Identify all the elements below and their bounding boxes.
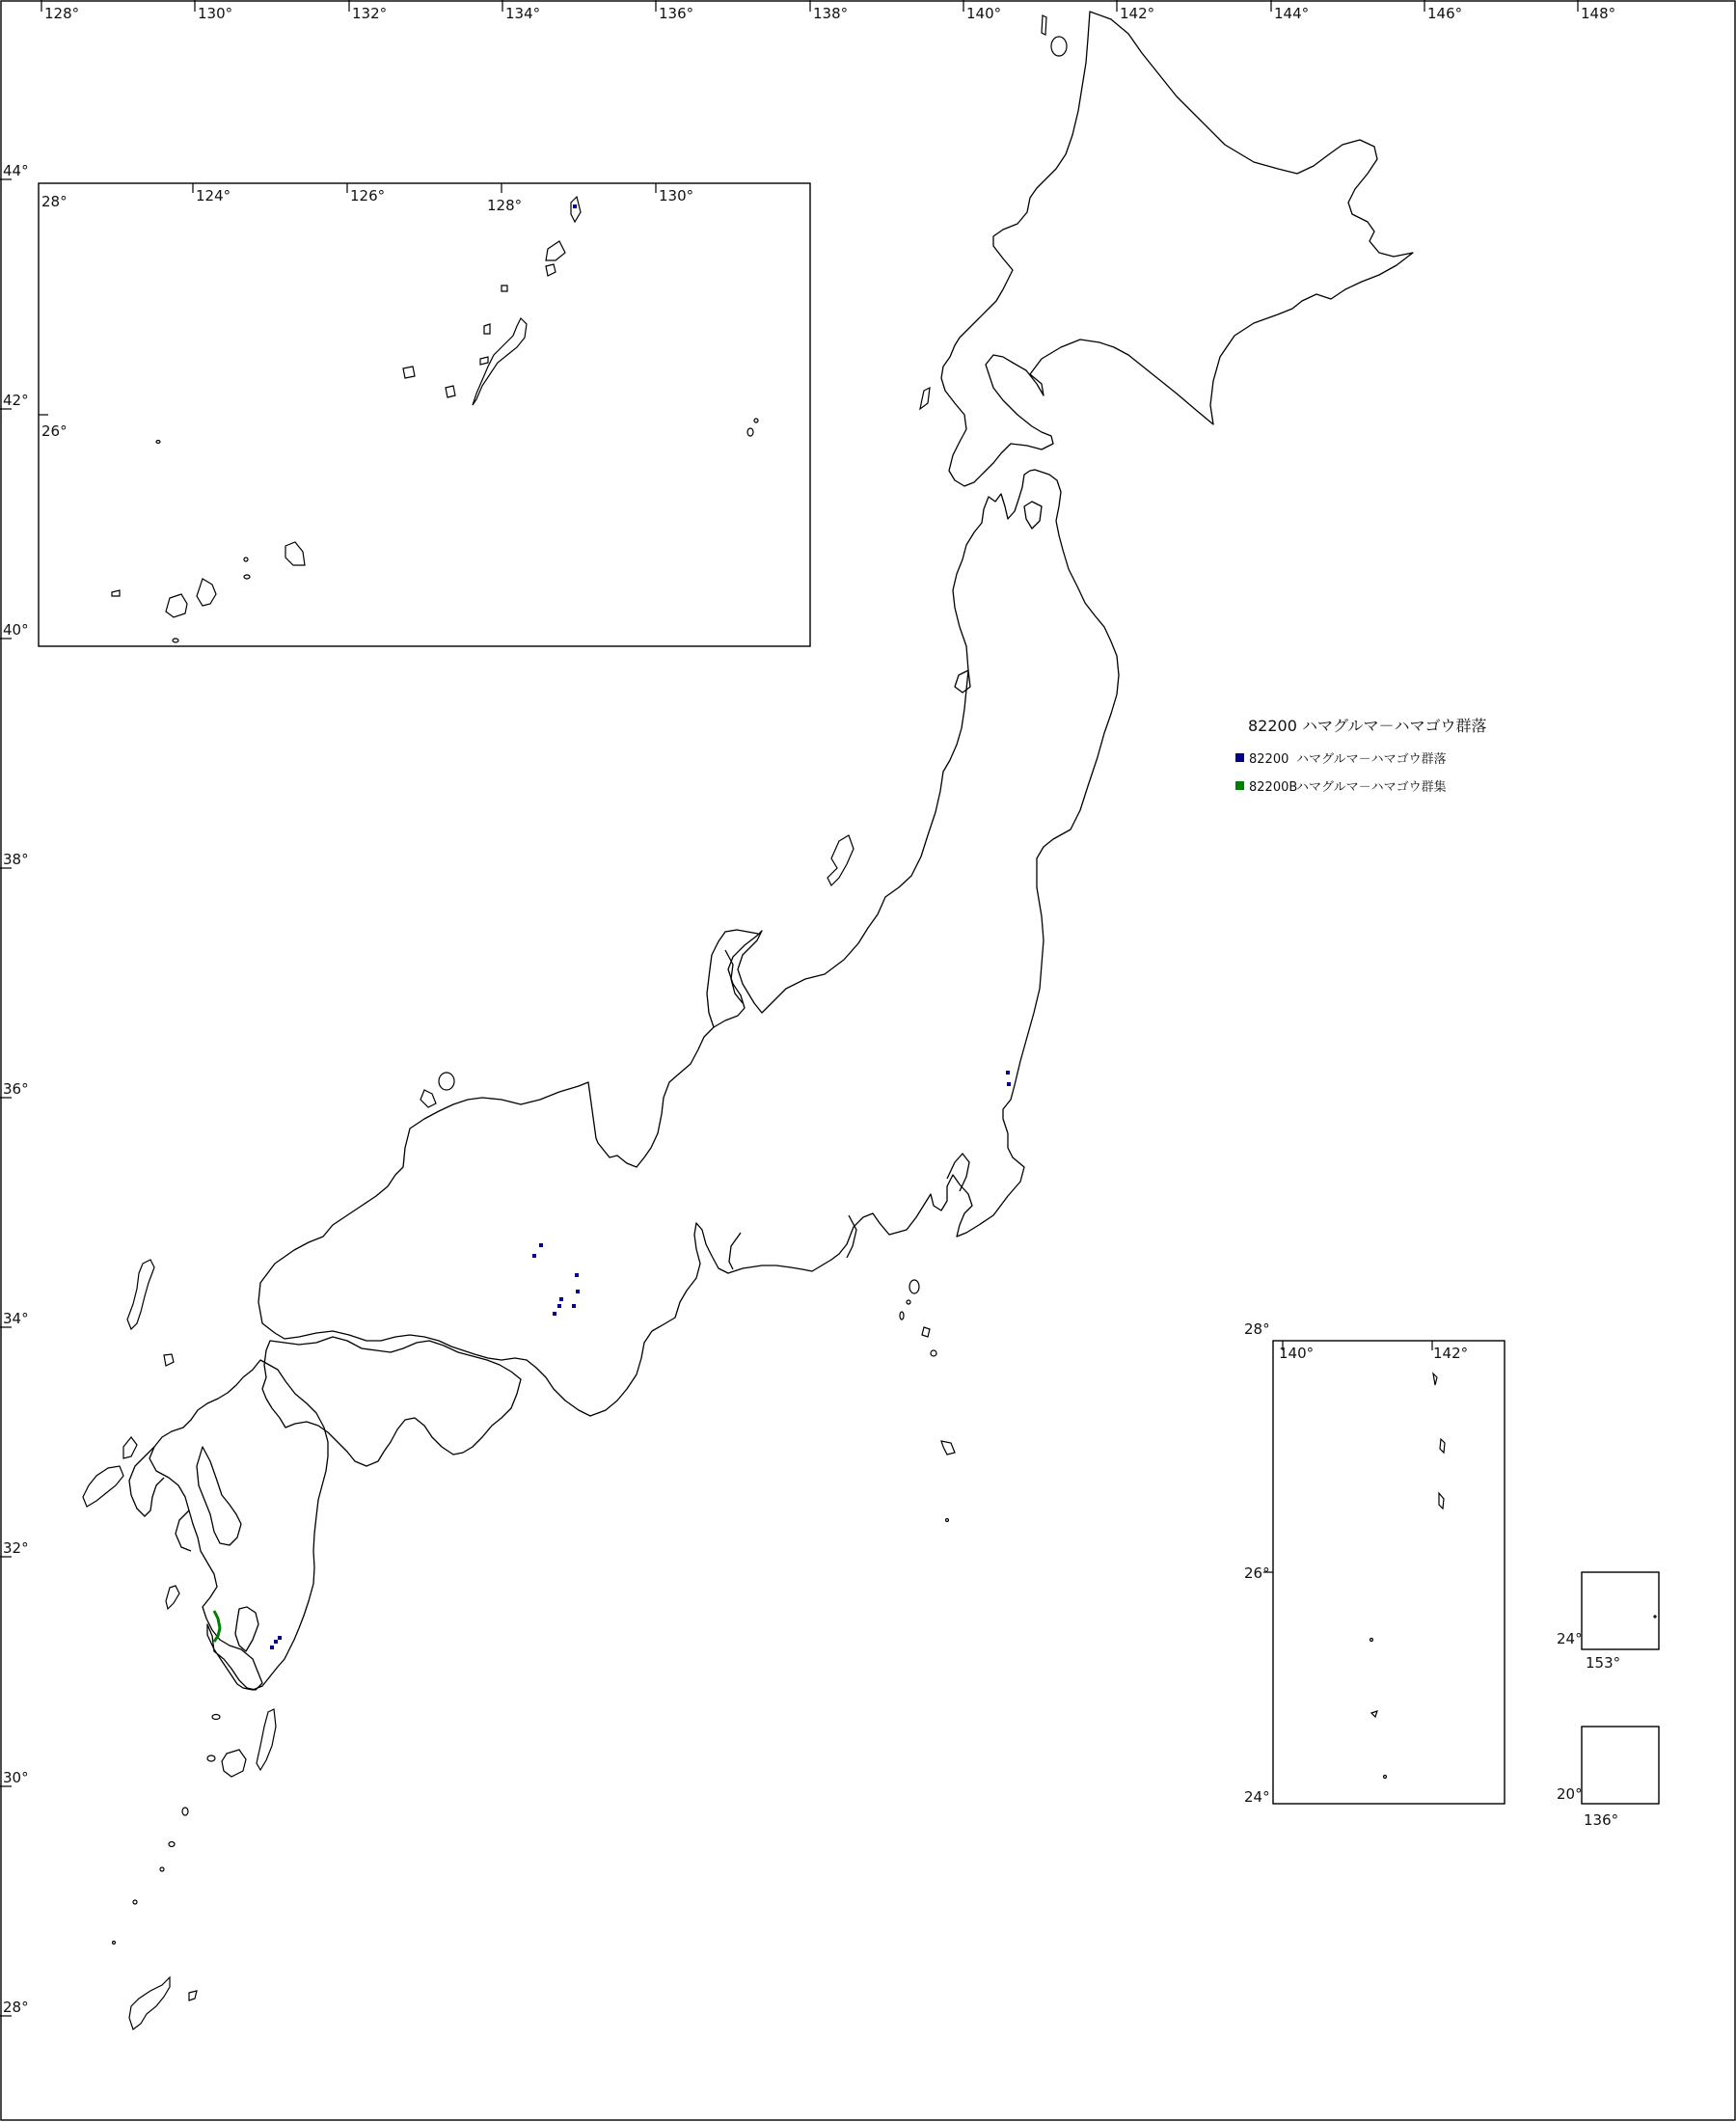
legend-label-82200: ハマグルマ－ハマゴウ群落 [1296,752,1447,767]
minna [244,558,248,561]
main-lat-labels [3,162,29,2016]
shimabara [176,1510,191,1551]
occurrence-point-82200 [575,1273,579,1277]
oki-dozen [420,1090,436,1107]
inset-lat-label: 28° [41,193,68,210]
inset-lon-label: 126° [350,187,386,204]
occurrence-point-82200 [274,1640,278,1644]
chichijima [1440,1439,1445,1453]
lon-label: 136° [659,5,694,22]
occurrence-point-82200 [557,1304,561,1308]
izu-oshima [909,1280,919,1293]
goto-islands [83,1466,123,1507]
tanegashima [257,1709,276,1770]
legend-code-82200: 82200 [1249,752,1289,767]
toshima [907,1300,910,1304]
kumejima [403,367,415,378]
lat-label: 28° [3,1999,29,2016]
lat-label: 30° [3,1769,29,1786]
main-lon-ticks [41,0,1578,12]
inset-lat-label: 26° [1244,1564,1270,1582]
amami-oshima [129,1977,170,2029]
rishiri-island [1051,37,1067,56]
inset-ryukyu-frame [39,183,810,646]
tokara-1 [182,1808,188,1815]
occurrence-line-82200B [214,1611,220,1642]
legend-label-82200B: ハマグルマ－ハマゴウ群集 [1296,780,1447,795]
map-frame [1,1,1735,2120]
amami-inset [546,241,565,260]
minamitorishima-island [1654,1616,1656,1618]
kagoshima-bay [235,1607,258,1651]
legend-swatch-82200 [1235,753,1244,762]
nagasaki-peninsula [129,1447,164,1516]
iwo-jima [1371,1711,1377,1717]
mukojima [1433,1374,1437,1385]
kikaijima [189,1991,197,2000]
yakushima [222,1750,246,1777]
inset-lat-label: 28° [1244,1320,1270,1338]
inset-okinotorishima-frame [1582,1727,1659,1804]
boso-peninsula [947,1154,969,1191]
tokara-2 [169,1842,175,1847]
hateruma [173,639,178,642]
tarama [244,575,250,579]
honshu-coast [258,470,1119,1416]
inset-ogasawara-frame [1273,1341,1505,1804]
lon-label: 144° [1274,5,1310,22]
hokkaido-coast [941,12,1413,486]
inset-lon-label: 136° [1584,1811,1619,1829]
oki-dogo [439,1073,454,1090]
nishinoshima [1370,1639,1373,1642]
tsushima-island [127,1260,154,1329]
izu-peninsula [847,1215,856,1258]
daito-1 [747,428,753,436]
occurrence-point-82200 [1006,1071,1010,1075]
aogashima [946,1519,949,1522]
lon-label: 132° [352,5,388,22]
occurrence-point-82200 [572,1304,576,1308]
inset-lon-label: 124° [196,187,231,204]
inset-minamitorishima [1557,1572,1659,1672]
iki-island [164,1354,174,1366]
takeshima [212,1715,220,1720]
rebun-island [1042,15,1046,35]
occurrence-point-82200 [576,1290,580,1293]
inset-lat-label: 26° [41,422,68,440]
kyushu-coast [149,1360,328,1690]
tokara-5 [113,1942,116,1945]
inset-minamitorishima-frame [1582,1572,1659,1649]
iriomotejima [166,594,187,617]
tokara-4 [133,1900,137,1904]
minami-iwo-jima [1384,1776,1387,1779]
hahajima [1439,1493,1444,1509]
lon-label: 148° [1581,5,1616,22]
mikurajima [931,1350,936,1356]
lat-label: 38° [3,851,29,868]
coastlines [83,12,1413,2029]
goto-north [123,1437,137,1458]
lon-label: 130° [198,5,233,22]
koshiki-islands [166,1586,179,1609]
senkaku [156,441,160,444]
inset-lon-label: 128° [487,197,523,214]
inset-lon-label: 142° [1433,1345,1469,1362]
inset-ogasawara [1244,1320,1505,1806]
lon-label: 138° [813,5,849,22]
inset-ryukyu [39,183,810,646]
inset-lat-label: 24° [1244,1788,1270,1806]
occurrence-point-82200 [539,1243,543,1247]
legend [1235,717,1487,795]
occurrence-point-82200 [573,204,577,208]
occurrence-point-82200 [559,1297,563,1301]
hachijojima [941,1441,955,1455]
inset-okinotorishima [1557,1727,1659,1829]
main-lon-labels [44,5,1615,22]
iheya [484,324,490,334]
legend-code-82200B: 82200B [1249,780,1298,795]
lon-label: 128° [44,5,80,22]
okushiri-island [920,388,930,409]
lon-label: 146° [1427,5,1463,22]
lat-label: 36° [3,1080,29,1098]
inset-lon-label: 153° [1586,1654,1621,1672]
inset-lon-label: 140° [1279,1345,1315,1362]
legend-swatch-82200B [1235,781,1244,790]
inset-lat-label: 20° [1557,1785,1583,1803]
lon-label: 134° [505,5,541,22]
miyakejima [922,1327,930,1337]
kerama [446,386,455,397]
inset-lat-label: 24° [1557,1630,1583,1647]
ishigakijima [197,579,216,606]
yonaguni [112,590,120,596]
occurrence-points [214,1071,1011,1649]
inset-lon-label: 130° [659,187,694,204]
lat-label: 44° [3,162,29,179]
yoron [502,286,507,291]
tokunoshima [571,197,581,222]
lon-label: 140° [966,5,1002,22]
noto-peninsula [707,930,758,1027]
daito-2 [754,419,758,422]
occurrence-point-82200 [532,1254,536,1258]
sado-island [827,835,854,885]
tokara-3 [160,1867,164,1871]
legend-title: 82200 ハマグルマ－ハマゴウ群落 [1248,717,1487,735]
miyakojima [285,542,305,565]
occurrence-point-82200 [270,1646,274,1649]
occurrence-point-82200 [278,1636,282,1640]
lat-label: 40° [3,621,29,639]
ariake-sea [197,1447,241,1545]
ie-island [480,357,488,365]
lat-label: 42° [3,392,29,409]
lat-label: 34° [3,1310,29,1327]
niijima [900,1312,904,1319]
occurrence-point-82200 [1007,1082,1011,1086]
lat-label: 32° [3,1539,29,1557]
mutsu-bay [1024,502,1042,529]
okinoerabu [546,264,556,276]
lon-label: 142° [1120,5,1155,22]
ise-bay [729,1233,741,1269]
occurrence-point-82200 [553,1312,556,1316]
kuchinoerabu [207,1755,215,1761]
main-lat-ticks [0,179,12,2016]
